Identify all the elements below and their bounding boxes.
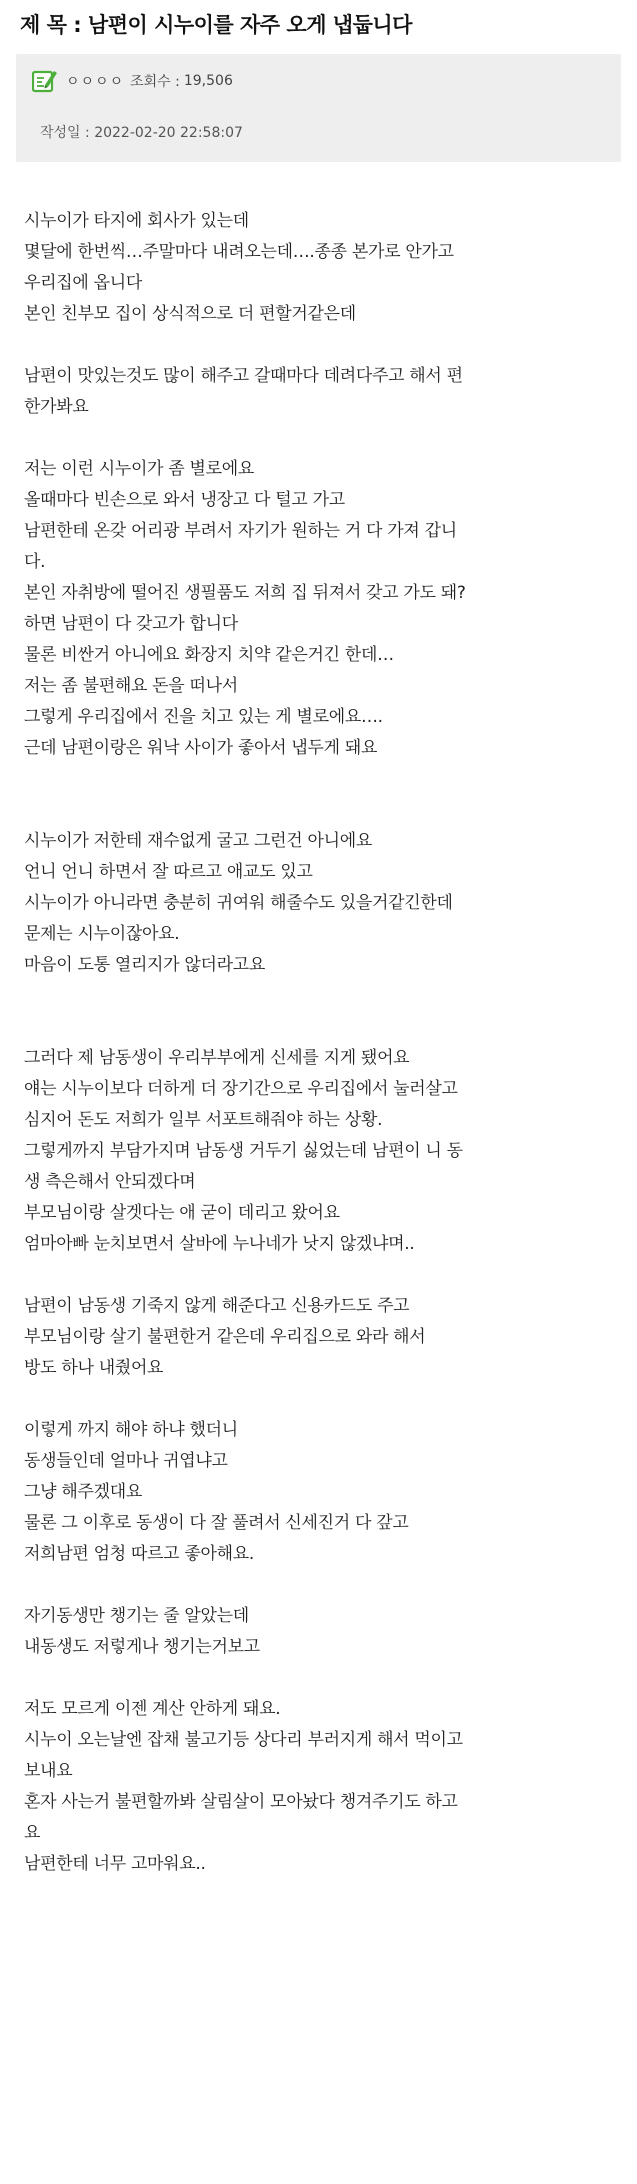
body-line: 남편한테 온갖 어리광 부려서 자기가 원하는 거 다 가져 갑니 xyxy=(24,521,457,541)
body-line: 우리집에 옵니다 xyxy=(24,273,142,293)
body-line: 심지어 돈도 저희가 일부 서포트해줘야 하는 상황. xyxy=(24,1110,383,1130)
post-body xyxy=(0,162,637,1880)
body-line: 한가봐요 xyxy=(24,397,89,417)
post-date: 2022-02-20 22:58:07 xyxy=(94,125,243,141)
body-line: 동생들인데 얼마나 귀엽냐고 xyxy=(24,1451,228,1471)
paragraph-break xyxy=(24,981,615,1012)
body-line: 저는 좀 불편해요 돈을 떠나서 xyxy=(24,676,238,696)
body-line: 시누이가 타지에 회사가 있는데 xyxy=(24,211,249,231)
body-line: 본인 친부모 집이 상식적으로 더 편할거같은데 xyxy=(24,304,356,324)
body-line: 요 xyxy=(24,1823,41,1843)
body-line: 올때마다 빈손으로 와서 냉장고 다 털고 가고 xyxy=(24,490,345,510)
body-line: 본인 자취방에 떨어진 생필품도 저희 집 뒤져서 갖고 가도 돼? xyxy=(24,583,466,603)
body-line: 보내요 xyxy=(24,1761,73,1781)
body-line: 저도 모르게 이젠 계산 안하게 돼요. xyxy=(24,1699,281,1719)
body-line: 언니 언니 하면서 잘 따르고 애교도 있고 xyxy=(24,862,313,882)
body-line: 그렇게까지 부담가지며 남동생 거두기 싫었는데 남편이 니 동 xyxy=(24,1141,463,1161)
body-line: 엄마아빠 눈치보면서 살바에 누나네가 낫지 않겠냐며.. xyxy=(24,1234,415,1254)
views-label: 조회수 : xyxy=(130,74,180,90)
post-title: 제 목 : 남편이 시누이를 자주 오게 냅둡니다 xyxy=(20,13,412,37)
paragraph-break xyxy=(24,1384,615,1415)
write-pencil-icon xyxy=(32,68,58,94)
body-line: 시누이가 아니라면 충분히 귀여워 해줄수도 있을거같긴한데 xyxy=(24,893,453,913)
body-line: 부모님이랑 살겟다는 애 굳이 데리고 왔어요 xyxy=(24,1203,340,1223)
body-line: 물론 비싼거 아니에요 화장지 치약 같은거긴 한데… xyxy=(24,645,394,665)
body-line: 그렇게 우리집에서 진을 치고 있는 게 별로에요…. xyxy=(24,707,383,727)
body-line: 생 측은해서 안되겠다며 xyxy=(24,1172,196,1192)
paragraph-break xyxy=(24,1012,615,1043)
body-line: 그러다 제 남동생이 우리부부에게 신세를 지게 됐어요 xyxy=(24,1048,410,1068)
body-line: 저는 이런 시누이가 좀 별로에요 xyxy=(24,459,255,479)
body-line: 남편이 맛있는것도 많이 해주고 갈때마다 데려다주고 해서 편 xyxy=(24,366,463,386)
body-line: 시누이 오는날엔 잡채 불고기등 상다리 부러지게 해서 먹이고 xyxy=(24,1730,463,1750)
body-line: 몇달에 한번씩…주말마다 내려오는데….종종 본가로 안가고 xyxy=(24,242,454,262)
paragraph-break xyxy=(24,1570,615,1601)
views-count: 19,506 xyxy=(183,73,233,89)
paragraph-break xyxy=(24,1260,615,1291)
paragraph-break xyxy=(24,423,615,454)
post-meta-row xyxy=(32,68,233,94)
date-label: 작성일 : xyxy=(40,125,90,141)
body-line: 얘는 시누이보다 더하게 더 장기간으로 우리집에서 눌러살고 xyxy=(24,1079,458,1099)
body-line: 저희남편 엄청 따르고 좋아해요. xyxy=(24,1544,255,1564)
body-line: 근데 남편이랑은 워낙 사이가 좋아서 냅두게 돼요 xyxy=(24,738,378,758)
post-meta-box xyxy=(16,54,621,162)
body-line: 방도 하나 내줬어요 xyxy=(24,1358,164,1378)
paragraph-break xyxy=(24,330,615,361)
paragraph-break xyxy=(24,795,615,826)
body-line: 문제는 시누이잖아요. xyxy=(24,924,180,944)
body-line: 내동생도 저렇게나 챙기는거보고 xyxy=(24,1637,260,1657)
post-date-row xyxy=(40,122,243,142)
body-line: 남편한테 너무 고마워요.. xyxy=(24,1854,206,1874)
body-line: 마음이 도통 열리지가 않더라고요 xyxy=(24,955,266,975)
body-line: 부모님이랑 살기 불편한거 같은데 우리집으로 와라 해서 xyxy=(24,1327,426,1347)
body-line: 시누이가 저한테 재수없게 굴고 그런건 아니에요 xyxy=(24,831,372,851)
body-line: 하면 남편이 다 갖고가 합니다 xyxy=(24,614,238,634)
body-line: 남편이 남동생 기죽지 않게 해준다고 신용카드도 주고 xyxy=(24,1296,410,1316)
body-line: 자기동생만 챙기는 줄 알았는데 xyxy=(24,1606,249,1626)
body-line: 물론 그 이후로 동생이 다 잘 풀려서 신세진거 다 갚고 xyxy=(24,1513,409,1533)
body-line: 다. xyxy=(24,552,46,572)
body-line: 이렇게 까지 해야 하냐 했더니 xyxy=(24,1420,238,1440)
body-line: 그냥 해주겠대요 xyxy=(24,1482,142,1502)
author-name[interactable]: ㅇㅇㅇㅇ xyxy=(66,74,125,90)
paragraph-break xyxy=(24,764,615,795)
body-line: 혼자 사는거 불편할까봐 살림살이 모아놨다 챙겨주기도 하고 xyxy=(24,1792,458,1812)
paragraph-break xyxy=(24,1663,615,1694)
